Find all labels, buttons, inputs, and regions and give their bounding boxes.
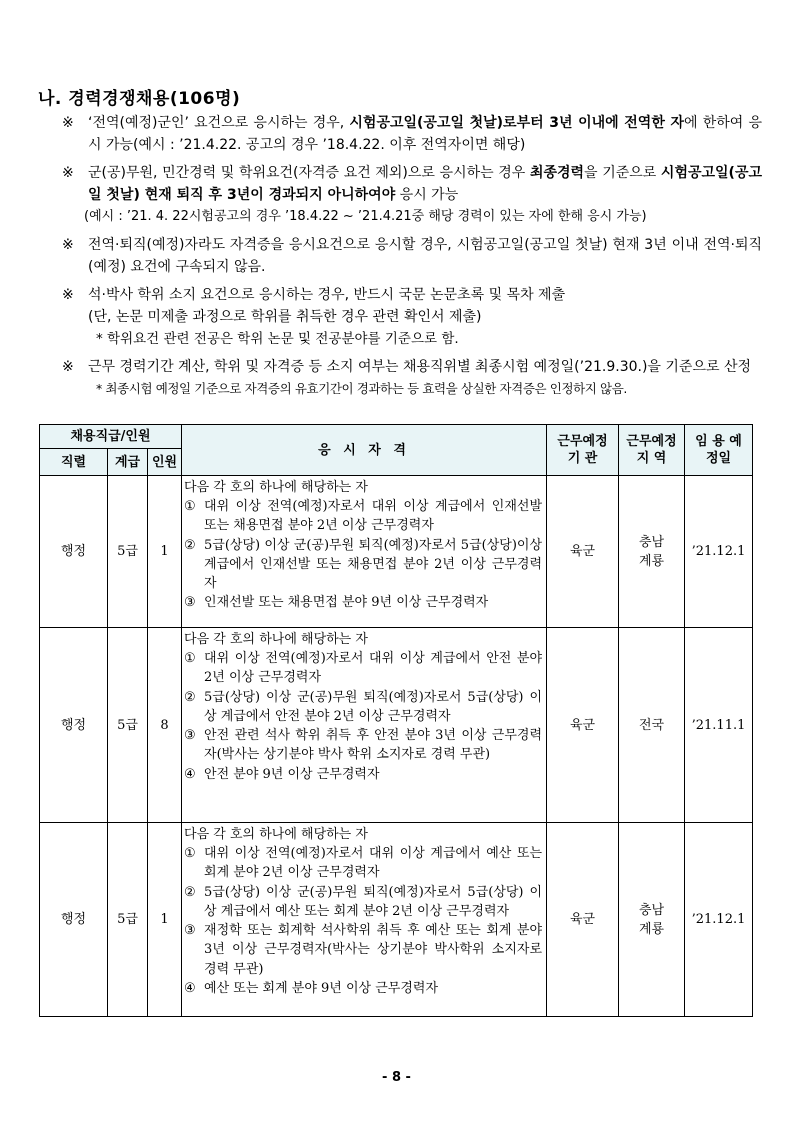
- note-body: [88, 356, 762, 400]
- header-appointment-date-label: 임 용 예정일: [695, 434, 742, 466]
- reference-mark: ※: [62, 115, 74, 131]
- qualification-item: [184, 883, 542, 922]
- item-number: ①: [184, 846, 196, 861]
- note-item: [62, 284, 762, 350]
- header-grade: 계급: [108, 449, 148, 476]
- item-number: ③: [184, 728, 196, 744]
- qualification-item: [184, 921, 542, 979]
- header-work-org: [547, 425, 619, 476]
- note-body: [88, 112, 762, 156]
- item-text: 예산 또는 회계 분야 9년 이상 근무경력자: [204, 981, 439, 997]
- cell-grade: 5급: [108, 476, 148, 628]
- qualification-item: [184, 726, 542, 765]
- note-parenthetical: (단, 논문 미제출 과정으로 학위를 취득한 경우 관련 확인서 제출): [88, 309, 482, 325]
- note-example: (예시 : ’21. 4. 22시험공고의 경우 ’18.4.22 ~ ’21.4.21중 해당 경력이 있는 자에 한해 응시 가능): [84, 209, 647, 224]
- note-text: 에 한하여 응시 가능(예시 : ’21.4.22. 공고의 경우 ’18.4.22. 이후 전역자이면 해당): [88, 115, 762, 153]
- item-number: ④: [184, 981, 196, 997]
- note-emphasis: 시험공고일(공고일 첫날)로부터 3년 이내에 전역한 자: [349, 115, 684, 131]
- reference-mark: ※: [62, 237, 74, 253]
- table-row: [40, 628, 753, 823]
- header-work-org-label: 근무예정 기 관: [557, 434, 608, 466]
- reference-mark: ※: [62, 359, 74, 375]
- note-text: 전역·퇴직(예정)자라도 자격증을 응시요건으로 응시할 경우, 시험공고일(공고일 첫날) 현재 3년 이내 전역·퇴직(예정) 요건에 구속되지 않음.: [88, 237, 762, 275]
- qualification-item: [184, 593, 542, 612]
- qualification-item: [184, 649, 542, 688]
- page-number: - 8 -: [382, 1070, 411, 1085]
- item-number: ②: [184, 884, 196, 900]
- item-text: 대위 이상 전역(예정)자로서 대위 이상 계급에서 안전 분야 2년 이상 근무경력자: [204, 651, 543, 686]
- item-text: 대위 이상 전역(예정)자로서 대위 이상 계급에서 예산 또는 회계 분야 2년 이상 근무경력자: [204, 846, 543, 881]
- note-item: [62, 112, 762, 156]
- cell-work-region: 충남 계룡: [619, 823, 685, 1017]
- note-body: [84, 162, 762, 228]
- reference-mark: ※: [62, 287, 74, 303]
- note-emphasis: 최종경력: [529, 165, 585, 181]
- item-text: 5급(상당) 이상 군(공)무원 퇴직(예정)자로서 5급(상당) 이상 계급에서 예산 또는 회계 분야 2년 이상 근무경력자: [204, 884, 543, 919]
- cell-qualification: [182, 476, 547, 628]
- qualification-item: [184, 844, 542, 883]
- item-number: ①: [184, 499, 196, 514]
- header-work-region: [619, 425, 685, 476]
- cell-grade: 5급: [108, 628, 148, 823]
- cell-work-org: 육군: [547, 476, 619, 628]
- item-number: ②: [184, 537, 196, 553]
- reference-mark: ※: [62, 165, 74, 181]
- note-text: 군(공)무원, 민간경력 및 학위요건(자격증 요건 제외)으로 응시하는 경우: [88, 165, 530, 181]
- qualification-item: [184, 536, 542, 594]
- item-number: ④: [184, 766, 196, 782]
- qualification-intro: 다음 각 호의 하나에 해당하는 자: [184, 827, 368, 842]
- item-text: 인재선발 또는 채용면접 분야 9년 이상 근무경력자: [204, 595, 489, 611]
- note-text: 을 기준으로: [584, 165, 661, 181]
- cell-grade: 5급: [108, 823, 148, 1017]
- cell-work-region: 충남 계룡: [619, 476, 685, 628]
- table-row: [40, 476, 753, 628]
- cell-work-region: 전국: [619, 628, 685, 823]
- item-text: 대위 이상 전역(예정)자로서 대위 이상 계급에서 인재선발 또는 채용면접 분야 2년 이상 근무경력자: [204, 499, 543, 534]
- cell-series: 행정: [40, 823, 108, 1017]
- header-work-region-label: 근무예정 지 역: [626, 434, 677, 466]
- item-number: ①: [184, 651, 196, 666]
- notes-list: [62, 112, 762, 406]
- header-qualification: 응 시 자 격: [182, 425, 547, 476]
- table-row: [40, 823, 753, 1017]
- cell-qualification: [182, 823, 547, 1017]
- cell-series: 행정: [40, 476, 108, 628]
- qualification-intro: 다음 각 호의 하나에 해당하는 자: [184, 480, 368, 495]
- cell-qualification: [182, 628, 547, 823]
- cell-count: 8: [148, 628, 182, 823]
- note-item: [62, 234, 762, 278]
- cell-count: 1: [148, 476, 182, 628]
- note-item: [62, 162, 762, 228]
- qualification-item: [184, 979, 542, 998]
- note-body: [88, 284, 762, 350]
- cell-appointment-date: ’21.12.1: [685, 823, 753, 1017]
- qualification-item: [184, 765, 542, 784]
- item-number: ③: [184, 595, 196, 611]
- item-number: ③: [184, 923, 196, 939]
- note-footnote: * 학위요건 관련 전공은 학위 논문 및 전공분야를 기준으로 함.: [96, 331, 459, 347]
- cell-count: 1: [148, 823, 182, 1017]
- qualification-item: [184, 688, 542, 727]
- item-text: 5급(상당) 이상 군(공)무원 퇴직(예정)자로서 5급(상당)이상 계급에서 인재선발 또는 채용면접 분야 2년 이상 근무경력자: [204, 537, 543, 592]
- cell-work-org: 육군: [547, 628, 619, 823]
- header-count: 인원: [148, 449, 182, 476]
- item-number: ②: [184, 689, 196, 705]
- recruitment-table: [39, 424, 753, 1017]
- note-text: 응시 가능: [395, 187, 459, 203]
- cell-appointment-date: ’21.12.1: [685, 476, 753, 628]
- section-heading: 나. 경력경쟁채용(106명): [38, 89, 241, 109]
- note-item: [62, 356, 762, 400]
- note-emphasis: 시험공고일(공고일 첫날) 현재 퇴직 후 3년이 경과되지 아니하여야: [88, 165, 762, 203]
- qualification-item: [184, 497, 542, 536]
- item-text: 안전 분야 9년 이상 근무경력자: [204, 766, 380, 782]
- item-text: 안전 관련 석사 학위 취득 후 안전 분야 3년 이상 근무경력자(박사는 상기분야 박사 학위 소지자로 경력 무관): [204, 728, 543, 763]
- item-text: 재정학 또는 회계학 석사학위 취득 후 예산 또는 회계 분야 3년 이상 근무경력자(박사는 상기분야 박사학위 소지자로 경력 무관): [204, 923, 543, 977]
- header-appointment-date: [685, 425, 753, 476]
- item-text: 5급(상당) 이상 군(공)무원 퇴직(예정)자로서 5급(상당) 이상 계급에서 안전 분야 2년 이상 근무경력자: [204, 689, 543, 724]
- note-footnote: * 최종시험 예정일 기준으로 자격증의 유효기간이 경과하는 등 효력을 상실한 자격증은 인정하지 않음.: [96, 381, 627, 396]
- cell-appointment-date: ’21.11.1: [685, 628, 753, 823]
- qualification-intro: 다음 각 호의 하나에 해당하는 자: [184, 632, 368, 647]
- note-text: 근무 경력기간 계산, 학위 및 자격증 등 소지 여부는 채용직위별 최종시험 예정일(’21.9.30.)을 기준으로 산정: [88, 359, 751, 375]
- header-series: 직렬: [40, 449, 108, 476]
- note-text: 석·박사 학위 소지 요건으로 응시하는 경우, 반드시 국문 논문초록 및 목차 제출: [88, 287, 566, 303]
- note-body: [88, 234, 762, 278]
- header-position-group: 채용직급/인원: [40, 425, 182, 449]
- cell-work-org: 육군: [547, 823, 619, 1017]
- note-text: ‘전역(예정)군인’ 요건으로 응시하는 경우,: [88, 115, 350, 131]
- cell-series: 행정: [40, 628, 108, 823]
